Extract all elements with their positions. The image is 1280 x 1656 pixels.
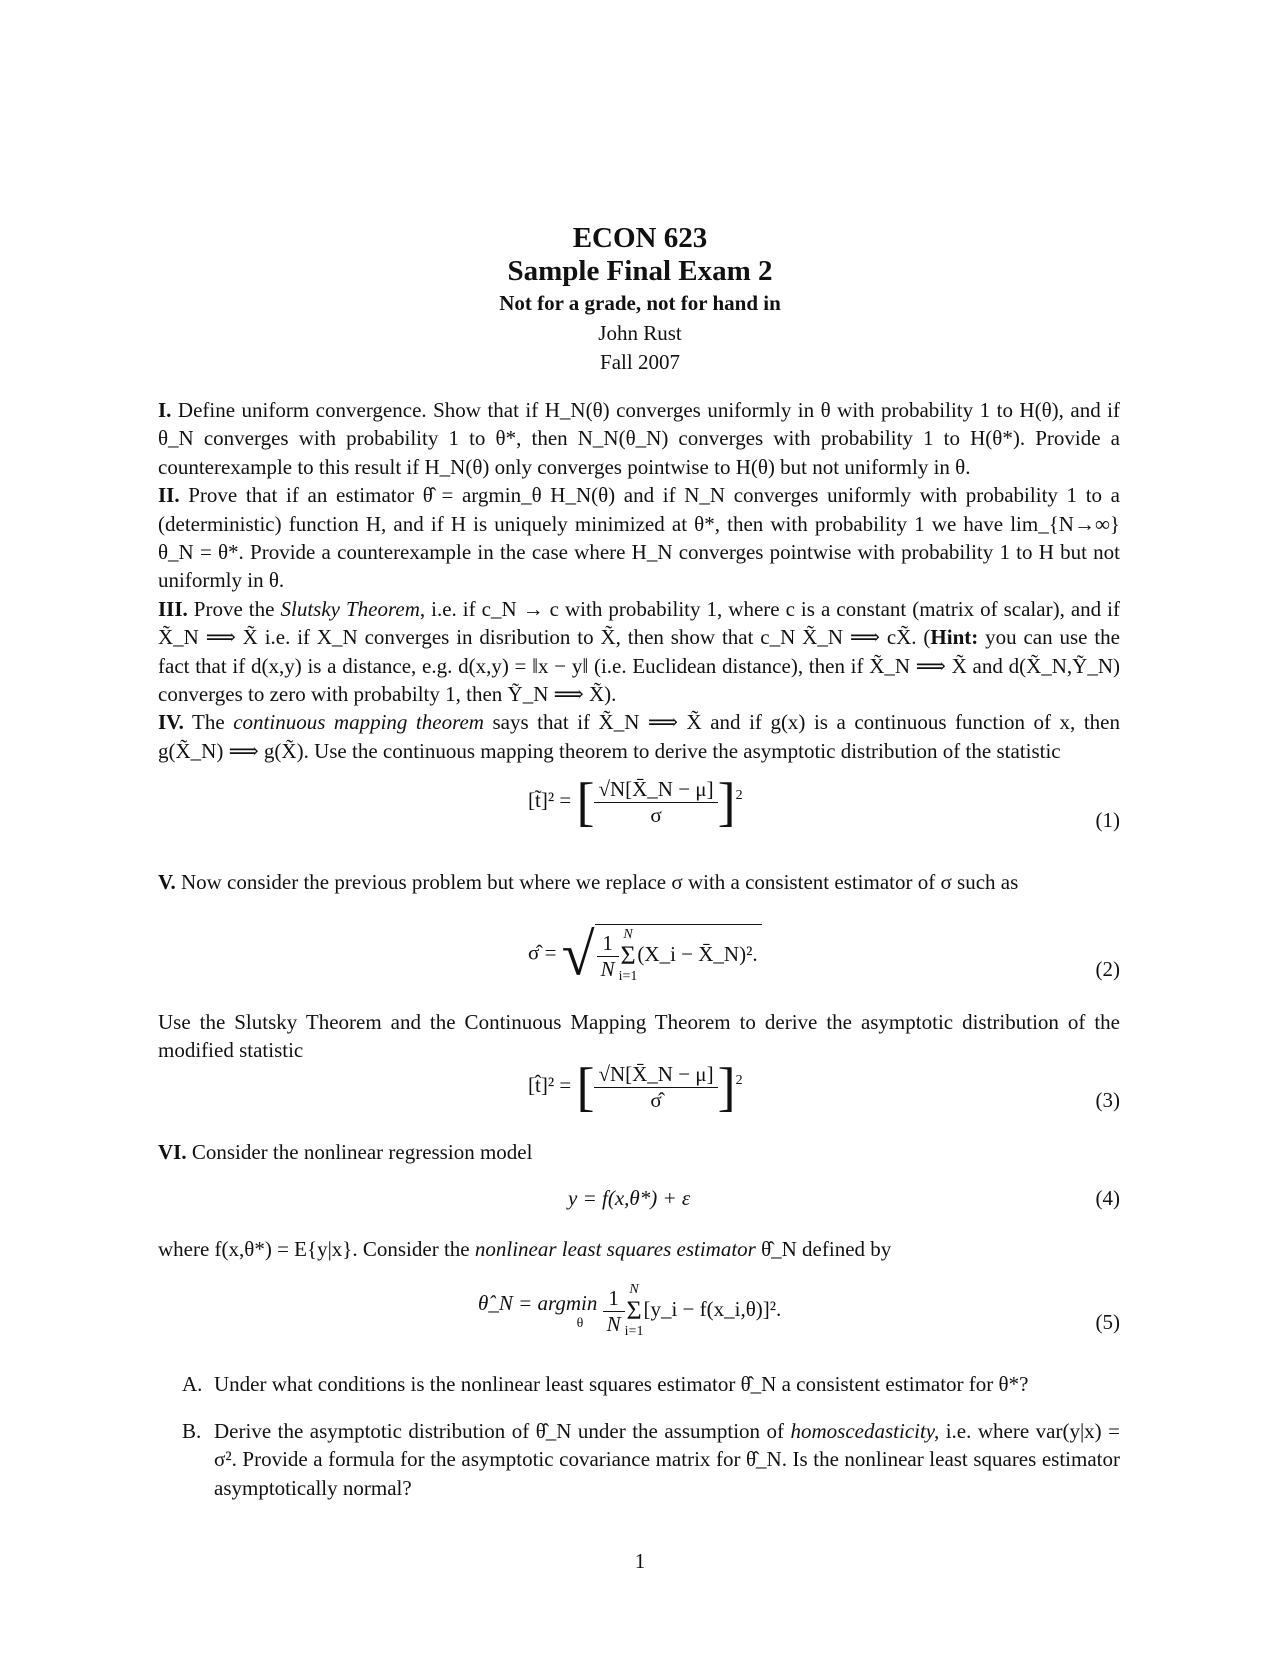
problem-6b-text-a: where f(x,θ*) = E{y|x}. Consider the xyxy=(158,1237,475,1261)
question-b-text xyxy=(214,1417,1120,1502)
page-number: 1 xyxy=(634,1549,646,1573)
problem-1 xyxy=(158,396,1120,481)
author: John Rust xyxy=(598,321,682,345)
equation-2-sum-top: N xyxy=(623,927,633,942)
equation-4-formula: y = f(x,θ*) + ε xyxy=(568,1186,691,1210)
problem-2-label: II. xyxy=(158,483,180,508)
equation-3-lhs: [t̂]² = xyxy=(528,1072,572,1097)
question-b-label: B. xyxy=(182,1419,202,1443)
problems-block xyxy=(158,396,1120,765)
equation-1-denominator: σ xyxy=(650,802,662,827)
equation-2-sum-bottom: i=1 xyxy=(618,969,638,984)
equation-3-numerator: √N[X̄_N − μ] xyxy=(594,1062,717,1088)
term: Fall 2007 xyxy=(600,350,680,374)
equation-3 xyxy=(158,1057,1120,1120)
problem-5-text: Now consider the previous problem but where we replace σ with a consistent estimator of σ such as xyxy=(175,870,1019,894)
question-a-label: A. xyxy=(182,1372,203,1396)
problem-2-text: Prove that if an estimator θ̂ = argmin_θ H_N(θ) and if N_N converges uniformly with probability 1 to a (deterministic) function H, and if H is uniquely minimized at θ*, then with probability 1 we have lim_{N→∞} θ_N = θ*. Provide a counterexample in the case where H_N converges pointwise with probability 1 to H but not uniformly in θ. xyxy=(158,483,1120,593)
problem-6b-em: nonlinear least squares estimator xyxy=(474,1237,756,1261)
question-b xyxy=(182,1417,1120,1502)
equation-1 xyxy=(158,772,1120,835)
equation-3-formula: [t̂]² = [ $\frac{√N[X̄\_N - \mu]}{\sigmâ}$ ]$^2$ xyxy=(528,1057,743,1117)
equation-4 xyxy=(158,1186,1120,1216)
problem-5-continued xyxy=(158,1008,1120,1065)
equation-2-frac-num: 1 xyxy=(597,931,619,957)
problem-6-text: Consider the nonlinear regression model xyxy=(186,1140,533,1164)
problem-2 xyxy=(158,481,1120,595)
equation-2-lhs: σ̂ = xyxy=(528,940,557,965)
problem-3-text-b: , i.e. if c_N → c with probability 1, where c is a constant (matrix of scalar), and if X̃_N ⟹ X̃ i.e. if X_N converges in disribution to X̃, then show that c_N X̃_N ⟹ cX̃. ( xyxy=(158,596,1120,650)
equation-5-sum-bottom: i=1 xyxy=(624,1324,644,1339)
equation-5-sum-top: N xyxy=(629,1282,639,1297)
equation-5-lhs: θ̂_N = argmin xyxy=(478,1290,598,1315)
problem-6 xyxy=(158,1138,1120,1166)
problem-5-label: V. xyxy=(158,870,176,894)
equation-3-number: (3) xyxy=(1095,1088,1120,1112)
equation-5-body: [y_i − f(x_i,θ)]². xyxy=(643,1296,782,1321)
problem-3-text-c: you can use the fact that if d(x,y) is a distance, e.g. d(x,y) = ‖x − y‖ (i.e. Euclidean distance), then if X̃_N ⟹ X̃ and d(X̃_N,Ỹ_N) converges to zero with probabilty 1, then Ỹ_N ⟹ X̃). xyxy=(158,625,1121,707)
equation-2-formula: σ̂ = √ $\frac{1}{N}$ N Σ i=1 (X_i − X̄_N)². xyxy=(528,924,762,985)
equation-1-lhs: [t̃]² = xyxy=(528,787,572,812)
exam-title: Sample Final Exam 2 xyxy=(507,255,773,287)
problem-4 xyxy=(158,708,1120,765)
equation-2-number: (2) xyxy=(1095,957,1120,981)
question-b-text-b: i.e. where var(y|x) = σ². Provide a formula for the asymptotic covariance matrix for θ̂_N. Is the nonlinear least squares estimator asymptotically normal? xyxy=(214,1419,1120,1500)
question-a-text: Under what conditions is the nonlinear least squares estimator θ̂_N a consistent estimator for θ*? xyxy=(214,1372,1029,1396)
title-block xyxy=(0,222,1280,377)
problem-3-hint: Hint: xyxy=(930,625,979,650)
problem-5b-text: Use the Slutsky Theorem and the Continuous Mapping Theorem to derive the asymptotic distribution of the modified statistic xyxy=(158,1010,1120,1063)
exam-note: Not for a grade, not for hand in xyxy=(499,291,781,315)
problem-5 xyxy=(158,868,1120,896)
equation-1-numerator: √N[X̄_N − μ] xyxy=(594,777,717,803)
problem-3-em: Slutsky Theorem xyxy=(280,596,420,621)
problem-3 xyxy=(158,595,1120,709)
problem-4-text-a: The xyxy=(183,710,234,735)
question-a xyxy=(182,1370,1120,1398)
course-title: ECON 623 xyxy=(572,222,708,254)
equation-1-number: (1) xyxy=(1095,808,1120,832)
problem-4-label: IV. xyxy=(158,710,184,735)
equation-5-number: (5) xyxy=(1095,1310,1120,1334)
problem-6-label: VI. xyxy=(158,1140,187,1164)
equation-2 xyxy=(158,921,1120,988)
equation-1-formula: [t̃]² = [ $\frac{√N[X̄\_N - \mu]}{\sigma}$ ]$^2$ xyxy=(528,772,743,832)
equation-5-frac-den: N xyxy=(606,1311,621,1336)
equation-5-frac-num: 1 xyxy=(603,1286,625,1312)
equation-4-number: (4) xyxy=(1095,1186,1120,1210)
problem-6-continued xyxy=(158,1235,1120,1263)
problem-1-text: Define uniform convergence. Show that if H_N(θ) converges uniformly in θ with probability 1 to H(θ), and if θ_N converges with probability 1 to θ*, then N_N(θ_N) converges with probability 1 to H(θ*). Provide a counterexample to this result if H_N(θ) only converges pointwise to H(θ) but not uniformly in θ. xyxy=(158,398,1120,479)
problem-4-text-b: says that if X̃_N ⟹ X̃ and if g(x) is a continuous function of x, then g(X̃_N) ⟹ g(X̃). Use the continuous mapping theorem to derive the asymptotic distribution of the statistic xyxy=(158,710,1120,763)
equation-5 xyxy=(158,1282,1120,1342)
problem-1-label: I. xyxy=(158,398,172,422)
equation-1-power: 2 xyxy=(735,787,743,803)
equation-2-body: (X_i − X̄_N)². xyxy=(637,941,758,966)
question-b-text-a: Derive the asymptotic distribution of θ̂_N under the assumption of xyxy=(214,1419,791,1443)
question-b-em: homoscedasticity, xyxy=(790,1419,940,1443)
problem-3-label: III. xyxy=(158,596,188,621)
equation-3-power: 2 xyxy=(735,1072,743,1088)
problem-4-em: continuous mapping theorem xyxy=(233,710,484,735)
problem-3-text-a: Prove the xyxy=(187,596,281,621)
equation-5-formula: θ̂_N = argmin θ $\frac{1}{N}$ N Σ i=1 [y_i − f(x_i,θ)]². xyxy=(478,1282,782,1339)
equation-2-frac-den: N xyxy=(600,956,615,981)
equation-3-denominator: σ̂ xyxy=(650,1087,662,1112)
problem-6b-text-b: θ̂_N defined by xyxy=(755,1237,892,1261)
equation-5-under: θ xyxy=(576,1315,584,1331)
